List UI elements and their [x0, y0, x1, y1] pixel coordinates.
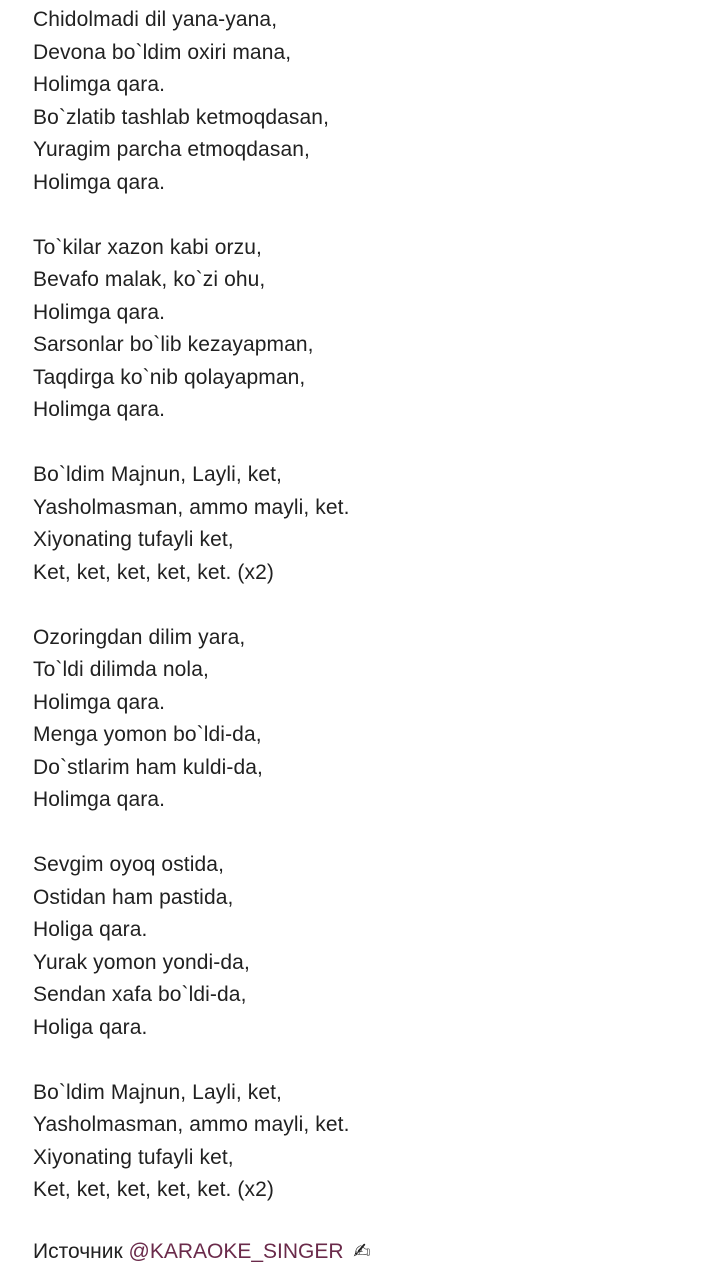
lyric-line: Ozoringdan dilim yara,: [33, 625, 246, 649]
lyric-line: Bevafo malak, ko`zi ohu,: [33, 268, 266, 291]
lyric-line: To`kilar xazon kabi orzu,: [33, 235, 262, 259]
lyric-line: Bo`ldim Majnun, Layli, ket,: [33, 1080, 282, 1104]
lyric-line: Xiyonating tufayli ket,: [33, 528, 234, 551]
stanza-6: [33, 1077, 703, 1207]
lyric-line: Yasholmasman, ammo mayli, ket.: [33, 1113, 350, 1136]
lyric-line: Sarsonlar bo`lib kezayapman,: [33, 333, 314, 356]
lyric-line: Yuragim parcha etmoqdasan,: [33, 138, 310, 161]
stanza-5: [33, 849, 703, 1044]
stanza-2: [33, 232, 703, 427]
lyric-line: Holimga qara.: [33, 73, 166, 96]
source-credit: [33, 1236, 371, 1268]
lyric-line: Ket, ket, ket, ket, ket. (x2): [33, 560, 274, 584]
lyric-line: Devona bo`ldim oxiri mana,: [33, 40, 292, 64]
lyric-line: Holimga qara.: [33, 788, 166, 811]
lyric-line: Xiyonating tufayli ket,: [33, 1145, 234, 1169]
stanza-4: [33, 622, 703, 817]
lyrics-text: [33, 4, 703, 1207]
lyric-line: Ostidan ham pastida,: [33, 885, 234, 909]
lyric-line: Bo`zlatib tashlab ketmoqdasan,: [33, 105, 330, 129]
lyric-line: Chidolmadi dil yana-yana,: [33, 8, 278, 31]
lyric-line: Sendan xafa bo`ldi-da,: [33, 983, 247, 1006]
source-label: Источник: [33, 1240, 123, 1263]
stanza-1: [33, 4, 703, 199]
lyric-line: Menga yomon bo`ldi-da,: [33, 723, 262, 746]
lyric-line: Holimga qara.: [33, 398, 166, 421]
writing-hand-icon: ✍: [353, 1240, 371, 1263]
stanza-gap: [33, 199, 703, 232]
lyric-line: Sevgim oyoq ostida,: [33, 853, 225, 876]
stanza-3: [33, 459, 703, 589]
lyric-line: Holimga qara.: [33, 690, 166, 714]
lyric-line: Yasholmasman, ammo mayli, ket.: [33, 495, 350, 519]
lyric-line: To`ldi dilimda nola,: [33, 658, 209, 681]
stanza-gap: [33, 427, 703, 460]
source-handle-link[interactable]: @KARAOKE_SINGER: [128, 1240, 344, 1263]
lyric-line: Do`stlarim ham kuldi-da,: [33, 755, 263, 779]
lyric-line: Ket, ket, ket, ket, ket. (x2): [33, 1178, 274, 1201]
lyric-line: Taqdirga ko`nib qolayapman,: [33, 365, 306, 389]
lyric-line: Bo`ldim Majnun, Layli, ket,: [33, 463, 282, 486]
stanza-gap: [33, 1044, 703, 1077]
stanza-gap: [33, 817, 703, 850]
lyric-line: Holiga qara.: [33, 1015, 148, 1039]
lyric-line: Holimga qara.: [33, 300, 166, 324]
lyric-line: Yurak yomon yondi-da,: [33, 950, 250, 974]
stanza-gap: [33, 589, 703, 622]
lyric-line: Holimga qara.: [33, 170, 166, 194]
lyric-line: Holiga qara.: [33, 918, 148, 941]
